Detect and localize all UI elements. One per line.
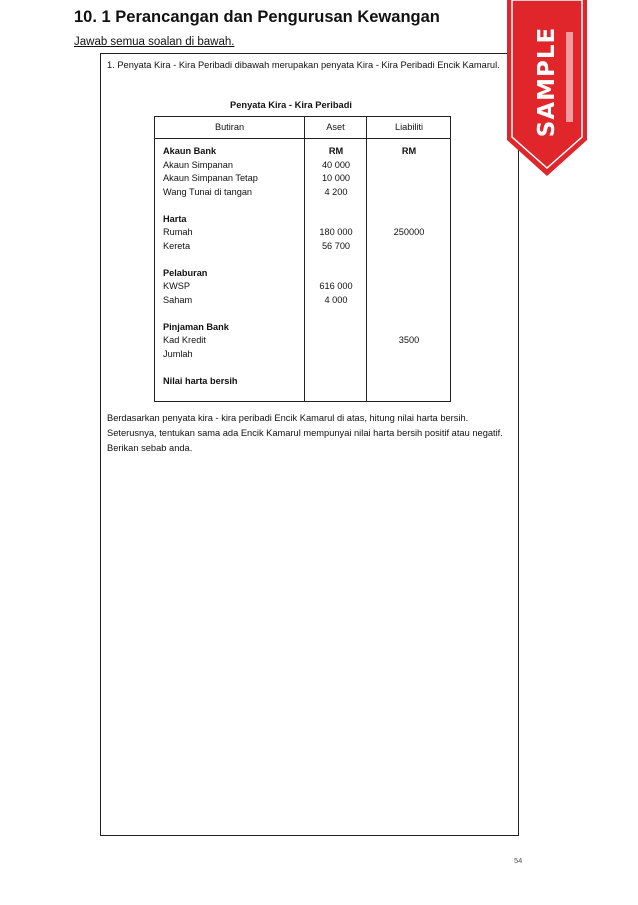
section-heading: Akaun Bank	[163, 146, 217, 156]
table-cell-liabiliti	[367, 321, 451, 335]
question-prompt: Berdasarkan penyata kira - kira peribadi Encik Kamarul di atas, hitung nilai harta bersih. Seterusnya, tentukan sama ada Encik Kamarul mempunyai nilai harta bersih positif atau negatif. Berikan sebab anda.	[107, 413, 503, 453]
aset-column	[305, 145, 367, 388]
table-cell-liabiliti	[367, 240, 451, 254]
row-spacer	[367, 199, 451, 213]
row-spacer	[305, 253, 367, 267]
row-spacer	[163, 361, 303, 375]
ledger-table	[154, 116, 451, 402]
row-spacer	[163, 253, 303, 267]
table-cell-aset: 4 000	[324, 294, 348, 305]
table-row-label: Kereta	[163, 240, 191, 251]
table-cell-aset: 10 000	[321, 173, 351, 183]
column-header-liabiliti: Liabiliti	[394, 122, 424, 132]
section-heading: Pelaburan	[163, 267, 208, 278]
badge-text: SAMPLE	[534, 26, 561, 138]
instruction-text: Jawab semua soalan di bawah.	[74, 36, 235, 48]
table-cell-liabiliti	[367, 294, 451, 308]
table-cell-liabiliti	[367, 159, 451, 173]
table-cell-liabiliti	[367, 172, 451, 186]
table-cell-aset: 4 200	[324, 186, 348, 197]
table-cell-aset: 56 700	[321, 240, 351, 251]
section-heading: Harta	[163, 213, 187, 224]
table-cell-aset	[305, 334, 367, 348]
header-divider	[155, 138, 450, 139]
table-row-label: Kad Kredit	[163, 335, 206, 345]
row-spacer	[305, 199, 367, 213]
sample-badge	[507, 0, 587, 176]
table-cell-liabiliti	[367, 186, 451, 200]
row-spacer	[367, 307, 451, 321]
page-number: 54	[514, 856, 523, 865]
row-spacer	[163, 199, 303, 213]
column-header-aset: Aset	[326, 122, 345, 132]
table-cell-aset	[305, 348, 367, 362]
table-cell-liabiliti	[367, 267, 451, 281]
table-cell-aset	[305, 267, 367, 281]
row-spacer	[367, 361, 451, 375]
table-title: Penyata Kira - Kira Peribadi	[230, 100, 352, 110]
table-cell-aset: RM	[328, 146, 344, 156]
table-row-label: Saham	[163, 294, 193, 305]
table-cell-liabiliti	[367, 348, 451, 362]
section-heading: Pinjaman Bank	[163, 321, 229, 332]
table-row-label: Akaun Simpanan Tetap	[163, 173, 258, 183]
row-spacer	[305, 361, 367, 375]
table-row-label: Wang Tunai di tangan	[163, 186, 253, 197]
butiran-column	[163, 145, 303, 388]
badge-label	[511, 26, 583, 138]
table-cell-liabiliti	[367, 375, 451, 389]
table-cell-liabiliti: 3500	[398, 335, 420, 345]
section-heading: Nilai harta bersih	[163, 375, 238, 386]
table-cell-liabiliti	[367, 280, 451, 294]
table-row-label: Jumlah	[163, 348, 193, 359]
table-cell-aset: 616 000	[319, 281, 353, 291]
row-spacer	[163, 307, 303, 321]
question-box	[100, 53, 519, 836]
table-cell-liabiliti: RM	[401, 146, 417, 156]
table-cell-aset	[305, 213, 367, 227]
column-header-butiran: Butiran	[214, 122, 245, 132]
table-cell-aset: 40 000	[321, 159, 351, 170]
table-row-label: Akaun Simpanan	[163, 159, 233, 170]
table-cell-aset	[305, 375, 367, 389]
table-cell-aset: 180 000	[319, 227, 353, 237]
row-spacer	[367, 253, 451, 267]
table-row-label: Rumah	[163, 227, 193, 237]
table-cell-aset	[305, 321, 367, 335]
page-title: 10. 1 Perancangan dan Pengurusan Kewangan	[74, 8, 440, 26]
table-cell-liabiliti	[367, 213, 451, 227]
table-cell-liabiliti: 250000	[393, 227, 425, 237]
row-spacer	[305, 307, 367, 321]
liabiliti-column	[367, 145, 451, 388]
question-text: 1. Penyata Kira - Kira Peribadi dibawah merupakan penyata Kira - Kira Peribadi Encik Kamarul.	[107, 60, 500, 70]
table-row-label: KWSP	[163, 281, 191, 291]
